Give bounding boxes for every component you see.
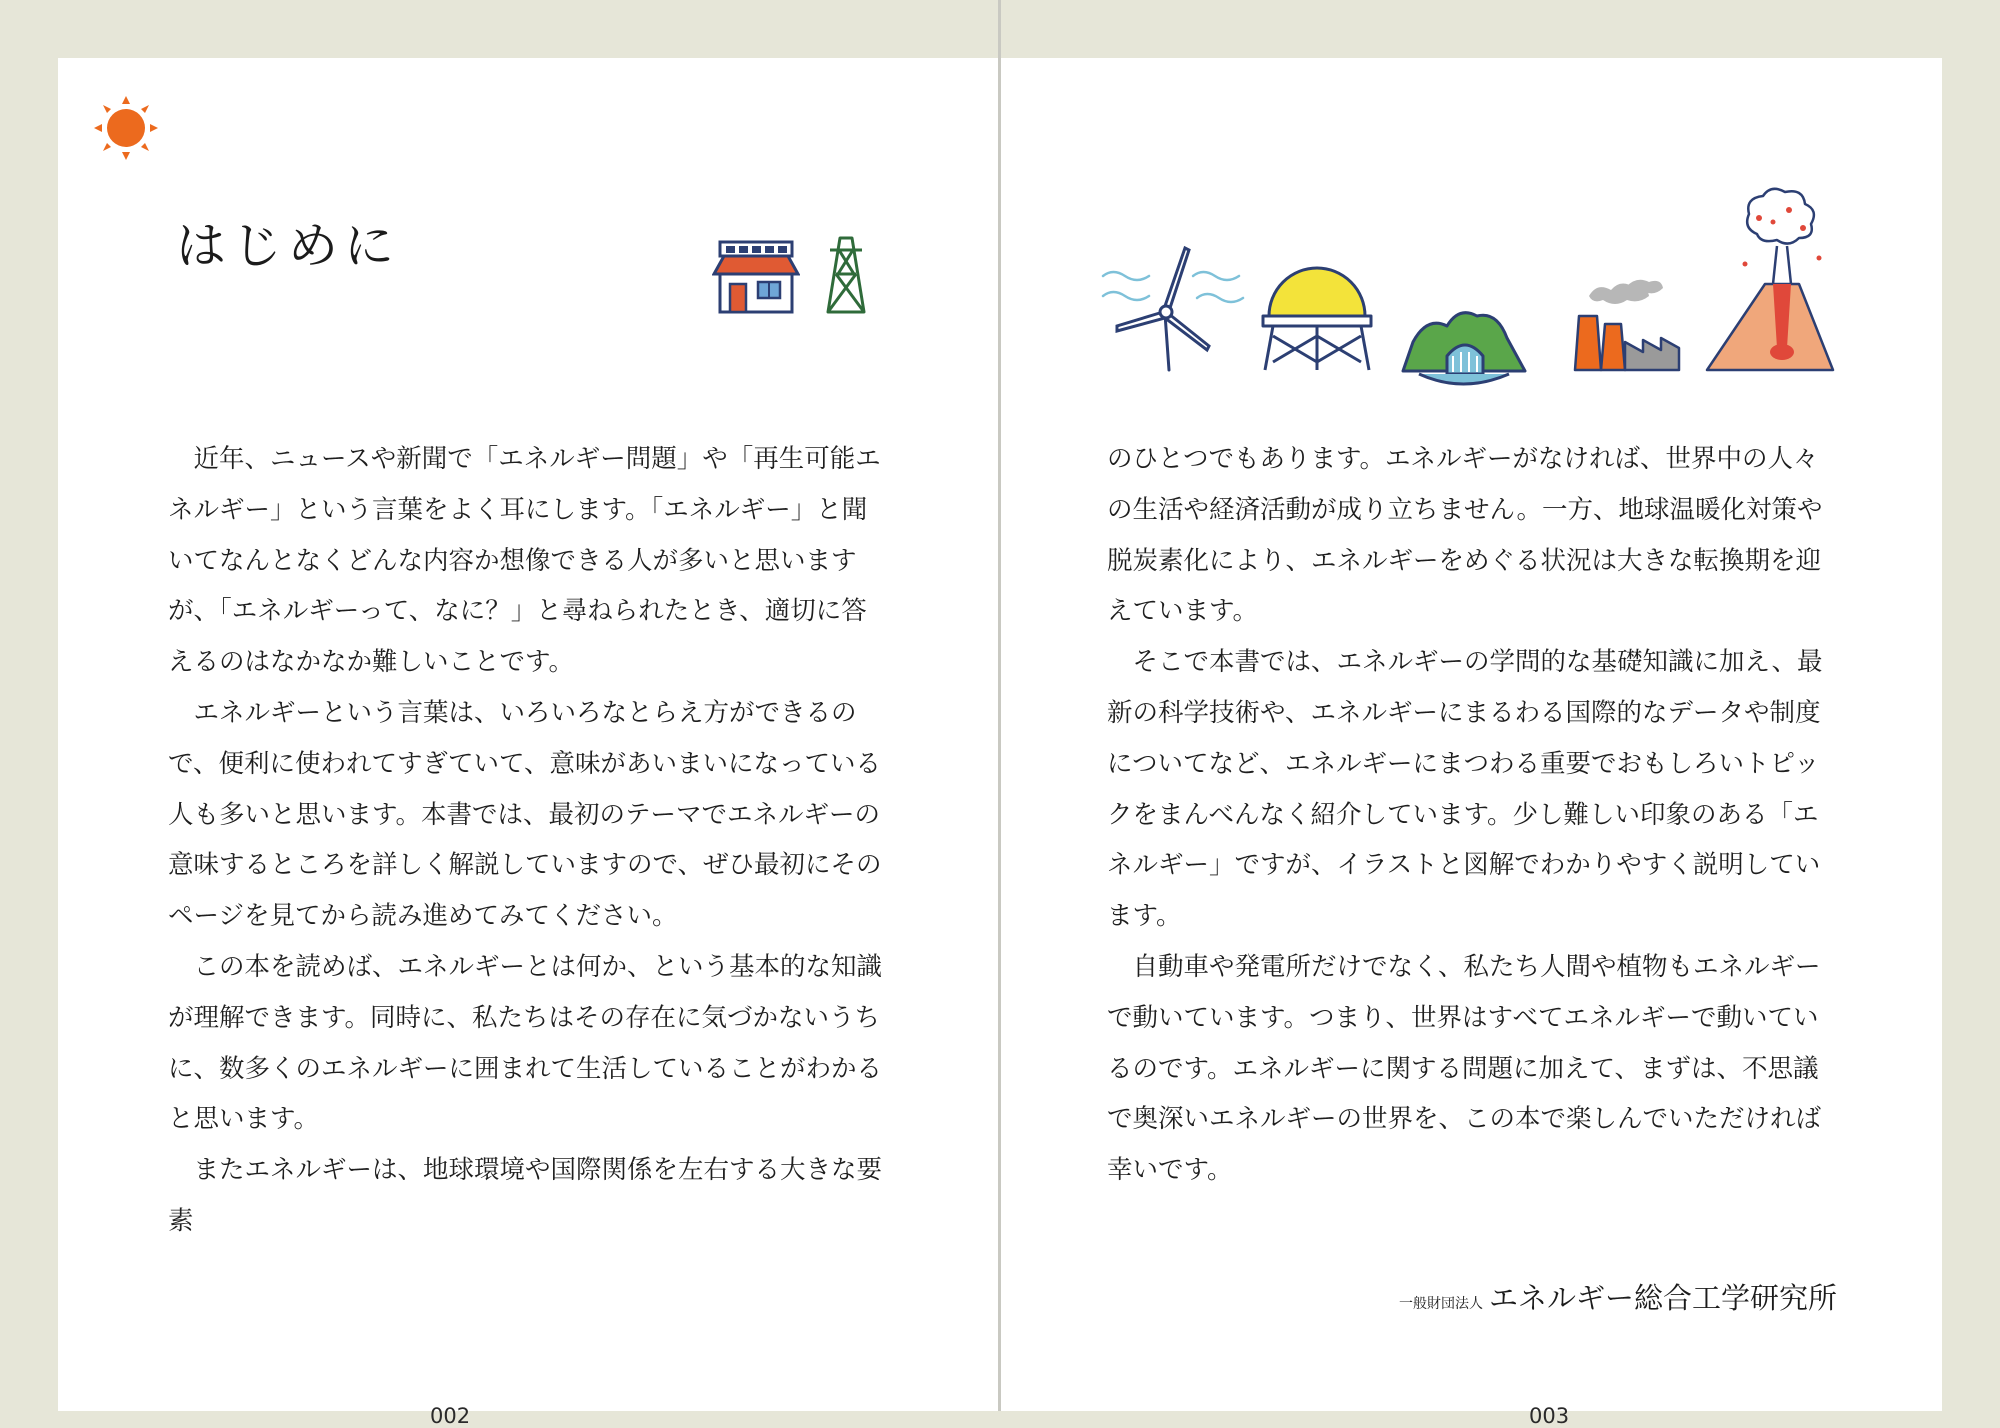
wind-turbine-icon — [1103, 248, 1243, 370]
signature-name: エネルギー総合工学研究所 — [1488, 1281, 1837, 1315]
paragraph: そこで本書では、エネルギーの学問的な基礎知識に加え、最新の科学技術や、エネルギーにまるわる国際的なデータや制度についてなど、エネルギーにまつわる重要でおもしろいトピックをまんべんなく紹介しています。少し難しい印象のある「エネルギー」ですが、イラストと図解でわかりやすく説明しています。 — [1107, 647, 1823, 932]
paragraph: またエネルギーは、地球環境や国際関係を左右する大きな要素 — [168, 1155, 883, 1236]
right-page — [1001, 58, 1942, 1428]
page-number-left: 002 — [430, 1404, 471, 1428]
energy-illustrations — [1097, 166, 1837, 396]
page-title: はじめに — [176, 217, 400, 275]
volcano-icon — [1707, 189, 1833, 370]
right-body-text — [1107, 434, 1837, 1196]
author-signature — [1399, 1276, 1837, 1317]
storage-tank-icon — [1263, 268, 1371, 370]
hydro-dam-icon — [1403, 313, 1525, 384]
paragraph: 近年、ニュースや新聞で「エネルギー問題」や「再生可能エネルギー」という言葉をよく耳にします。「エネルギー」と聞いてなんとなくどんな内容か想像できる人が多いと思いますが、「エネルギーって、なに？」と尋ねられたとき、適切に答えるのはなかなか難しいことです。 — [168, 444, 881, 678]
left-body-text — [168, 434, 890, 1247]
paragraph: この本を読めば、エネルギーとは何か、という基本的な知識が理解できます。同時に、私たちはその存在に気づかないうちに、数多くのエネルギーに囲まれて生活していることがわかると思います。 — [168, 951, 883, 1135]
factory-icon — [1575, 280, 1679, 370]
signature-prefix: 一般財団法人 — [1398, 1296, 1483, 1312]
page-number-right: 003 — [1529, 1404, 1570, 1428]
power-pylon-icon — [824, 234, 868, 314]
sun-icon — [94, 96, 158, 160]
house-icon — [712, 238, 800, 314]
paragraph: 自動車や発電所だけでなく、私たち人間や植物もエネルギーで動いています。つまり、世界はすべてエネルギーで動いているのです。エネルギーに関する問題に加えて、まずは、不思議で奥深いエネルギーの世界を、この本で楽しんでいただければ幸いです。 — [1107, 951, 1822, 1186]
left-page — [58, 58, 999, 1428]
paragraph: のひとつでもあります。エネルギーがなければ、世界中の人々の生活や経済活動が成り立ちません。一方、地球温暖化対策や脱炭素化により、エネルギーをめぐる状況は大きな転換期を迎えています。 — [1107, 444, 1823, 627]
paragraph: エネルギーという言葉は、いろいろなとらえ方ができるので、便利に使われてすぎていて、意味があいまいになっている人も多いと思います。本書では、最初のテーマでエネルギーの意味するところを詳しく解説していますので、ぜひ最初にそのページを見てから読み進めてみてください。 — [168, 697, 882, 932]
